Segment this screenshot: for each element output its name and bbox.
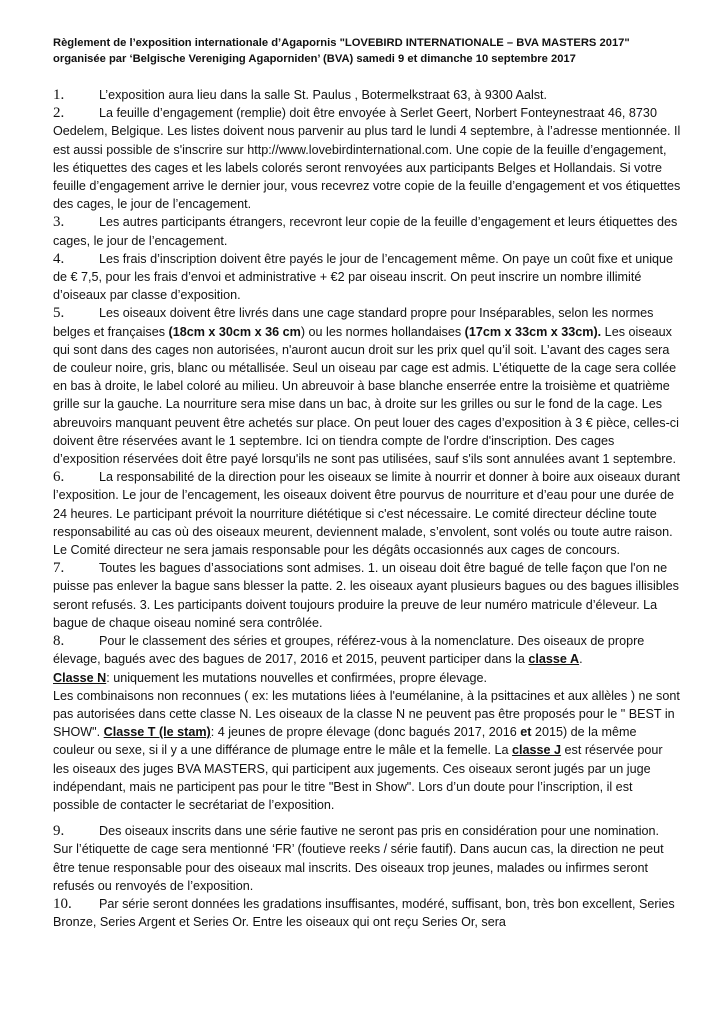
cage-size-belgian: (18cm x 30cm x 36 cm xyxy=(168,324,301,339)
clause-number: 1. xyxy=(53,87,65,103)
clause-2 xyxy=(53,104,681,213)
clause-number: 7. xyxy=(53,560,65,577)
clause-number: 3. xyxy=(53,214,65,231)
class-t-label: Classe T (le stam) xyxy=(103,725,211,740)
clause-number: 2. xyxy=(53,105,65,122)
clause-text: Des oiseaux inscrits dans une série fautive ne seront pas pris en considération pour une nomination. Sur l’étiquette de cage sera mentionné ‘FR’ (foutieve reeks / série fautif). Dans aucun cas, la direction ne peut être tenue responsable pour des oiseaux mal inscrits. Des oiseaux trop jeunes, malades ou infirmes seront refusés ou renvoyés de l’exposition. xyxy=(53,824,664,893)
clause-text: : 4 jeunes de propre élevage (donc bagués 2017, 2016 xyxy=(210,725,521,740)
clause-text: Les oiseaux qui sont dans des cages non autorisées, n'auront aucun droit sur les prix quel qu’il soit. L’avant des cages sera de couleur noire, gris, blanc ou métallisée. Seul un oiseau par cage est admis. L’étiquette de la cage sera collée en bas à droite, le label coloré au milieu. Un abreuvoir à base blanche enserrée entre la troisième et quatrième grille sur la gauche. La nourriture sera mise dans un bac, à droite sur les grilles ou sur le fond de la cage. Les abreuvoirs manquant peuvent être achetés sur place. On peut louer des cages d’exposition à 3 € pièce, celles-ci doivent être réservées avant le 1 septembre. Ici on tiendra compte de l'ordre d'inscription. Des cages d’exposition réservées doit être payé lorsqu'ils ne sont pas utilisées, sauf s'ils sont annulées avant 1 septembre. xyxy=(53,324,679,467)
clause-text: Les oiseaux doivent être livrés dans une cage standard propre pour Inséparables, selon les normes belges et françaises xyxy=(53,306,654,339)
clause-7 xyxy=(53,559,681,632)
clause-number: 6. xyxy=(53,469,65,486)
clause-6 xyxy=(53,468,681,559)
clause-1 xyxy=(53,86,681,104)
clause-text: Par série seront données les gradations insuffisantes, modéré, suffisant, bon, très bon excellent, Series Bronze, Series Argent et Series Or. Entre les oiseaux qui ont reçu Series Or, sera xyxy=(53,896,675,930)
clause-8 xyxy=(53,632,681,814)
class-a-label: classe A xyxy=(528,652,580,667)
clause-text: La feuille d’engagement (remplie) doit être envoyée à Serlet Geert, Norbert Fonteynestraat 46, 8730 Oedelem, Belgique. Les listes doivent nous parvenir au plus tard le lundi 4 septembre, à l’adresse mentionnée. Il est aussi possible de s'inscrire sur http://www.lovebirdinternational.com. Une copie de la feuille d’engagement, les étiquettes des cages et les labels colorés seront renvoyées aux participants Belges et Hollandais. Si votre feuille d’engagement arrive le dernier jour, vous recevrez votre copie de la feuille d’engagement et vos étiquettes des cages, le jour de l’encagement. xyxy=(53,106,681,212)
clause-text: ) ou les normes hollandaises xyxy=(300,324,465,339)
bold-et: et xyxy=(520,725,532,740)
clause-text: Pour le classement des séries et groupes, référez-vous à la nomenclature. Des oiseaux de propre élevage, bagués avec des bagues de 2017, 2016 et 2015, peuvent participer dans la xyxy=(53,634,645,667)
cage-size-dutch: (17cm x 33cm x 33cm). xyxy=(464,324,602,339)
clause-4 xyxy=(53,250,681,305)
clause-text: Les frais d’inscription doivent être payés le jour de l’encagement même. On paye un coût fixe et unique de € 7,5, pour les frais d’envoi et administrative + €2 par oiseau inscrit. On peut inscrire un nombre illimité d’oiseaux par classe d’exposition. xyxy=(53,251,674,303)
clause-number: 10. xyxy=(53,895,72,912)
clause-number: 4. xyxy=(53,250,65,267)
clause-text: L’exposition aura lieu dans la salle St. Paulus , Botermelkstraat 63, à 9300 Aalst. xyxy=(99,88,548,102)
clause-text: Les autres participants étrangers, recevront leur copie de la feuille d’engagement et leurs étiquettes des cages, le jour de l’encagement. xyxy=(53,215,678,248)
clause-10 xyxy=(53,895,681,931)
class-n-label: Classe N xyxy=(53,670,107,685)
clause-5 xyxy=(53,304,681,468)
clause-text: 2015) de la même couleur ou sexe, si il y a une différance de plumage entre le mâle et la femelle. La xyxy=(53,725,637,758)
clause-number: 5. xyxy=(53,305,65,322)
clause-3 xyxy=(53,213,681,249)
clause-text: Les combinaisons non reconnues ( ex: les mutations liées à l'eumélanine, à la psittacines et aux allèles ) ne sont pas autorisées dans cette classe N. Les oiseaux de la classe N ne peuvent pas être proposés pour le " BEST in SHOW". xyxy=(53,688,680,740)
title-line-2: organisée par ‘Belgische Vereniging Agaporniden’ (BVA) samedi 9 et dimanche 10 septembre 2017 xyxy=(53,52,576,65)
clause-text: est réservée pour les oiseaux des juges BVA MASTERS, qui participent aux jugements. Ces oiseaux seront jugés par un juge indépendant, mais ne participent pas pour le titre "Best in Show". Lors d’un doute pour l’inscription, il est possible de contacter le secrétariat de l’exposition. xyxy=(53,743,663,812)
clause-text: Toutes les bagues d’associations sont admises. 1. un oiseau doit être bagué de telle façon que l'on ne puisse pas enlever la bague sans blesser la patte. 2. les oiseaux ayant plusieurs bagues ou des bagues illisibles seront refusés. 3. Les participants doivent toujours produire la preuve de leur numéro matricule d’éleveur. La bague de chaque oiseau nominé sera contrôlée. xyxy=(53,561,679,630)
title-line-1: Règlement de l’exposition internationale d’Agapornis "LOVEBIRD INTERNATIONALE – BVA MASTERS 2017" xyxy=(53,37,630,49)
clause-number: 9. xyxy=(53,823,65,840)
clause-text: . xyxy=(579,652,583,667)
clause-text: : uniquement les mutations nouvelles et confirmées, propre élevage. xyxy=(106,670,488,685)
class-j-label: classe J xyxy=(512,743,562,758)
document-title xyxy=(53,36,693,67)
clause-number: 8. xyxy=(53,633,65,650)
clause-9 xyxy=(53,822,681,895)
clause-text: La responsabilité de la direction pour les oiseaux se limite à nourrir et donner à boire aux oiseaux durant l’exposition. Le jour de l’encagement, les oiseaux doivent être pourvus de nourriture et d’eau pour une durée de 24 heures. Le participant prévoit la nourriture diététique si c'est nécessaire. Le comité directeur décline toute responsabilité au cas où des oiseaux meurent, deviennent malade, s’envolent, sont volés ou toute autre raison. Le Comité directeur ne sera jamais responsable pour les dégâts occasionnés aux cages de concours. xyxy=(53,470,681,558)
regulation-body xyxy=(53,86,681,931)
